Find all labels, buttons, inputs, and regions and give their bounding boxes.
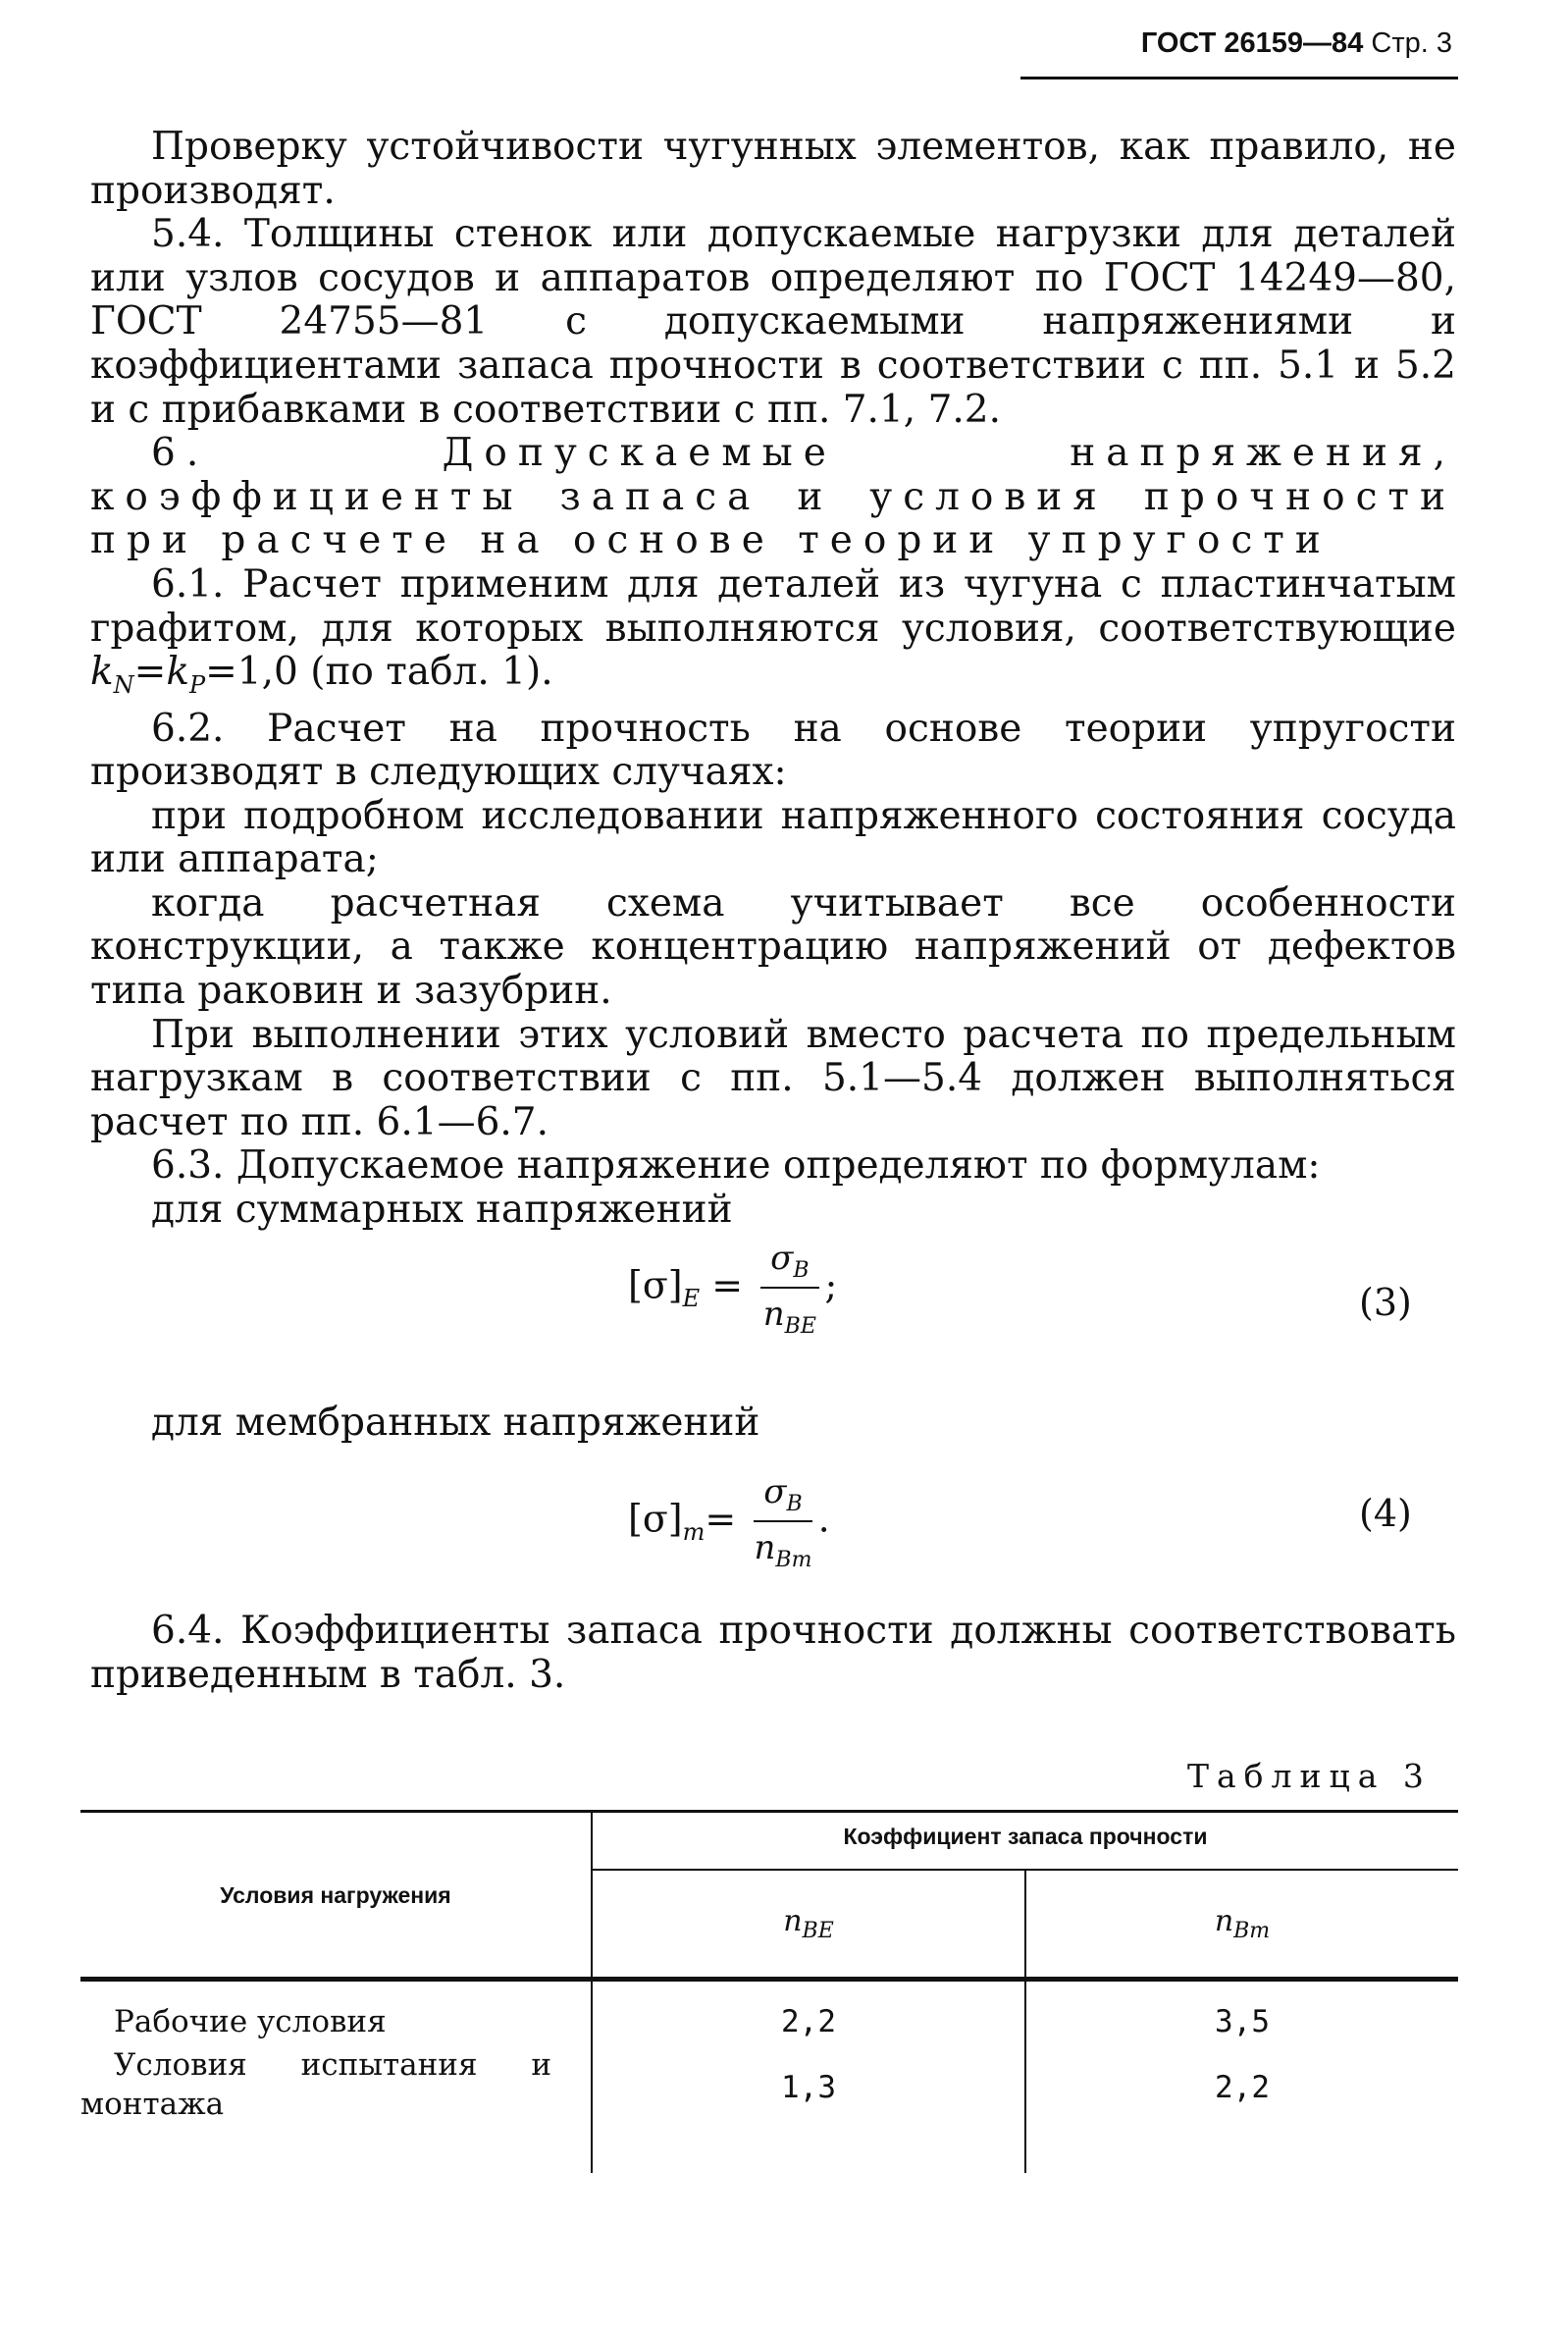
table-vline-1 — [591, 1813, 593, 2173]
table-top-rule — [80, 1810, 1458, 1813]
label-total-stresses: для суммарных напряжений — [151, 1188, 733, 1233]
body-text-6-4 — [90, 1610, 1456, 1697]
formula-3-den-symbol: n — [762, 1294, 785, 1334]
formula-3-equals: = — [700, 1263, 756, 1307]
paragraph-stability: Проверку устойчивости чугунных элементов, как правило, не производят. — [90, 125, 1456, 213]
formula-4-period: . — [817, 1497, 830, 1541]
case-detailed-study: при подробном исследовании напряженного состояния сосуда или аппарата; — [90, 793, 1456, 882]
formula-3-denominator — [760, 1289, 818, 1339]
page-header — [1020, 27, 1452, 60]
row-testing-nBm: 2,2 — [1215, 2070, 1270, 2105]
paragraph-6-1-tail: =1,0 (по табл. 1). — [205, 650, 553, 695]
kn-symbol: k — [90, 650, 114, 695]
equals-sign: = — [133, 650, 167, 695]
header-coefficient: Коэффициент запаса прочности — [843, 1824, 1208, 1849]
formula-4 — [628, 1472, 830, 1572]
table-head-double-rule — [80, 1977, 1458, 1982]
formula-3-lhs: [σ] — [628, 1263, 683, 1307]
row-working-nBE: 2,2 — [781, 2004, 836, 2039]
kn-subscript: N — [113, 670, 134, 699]
formula-3-numerator — [760, 1239, 818, 1289]
formula-4-den-symbol: n — [754, 1527, 776, 1567]
kp-symbol: k — [166, 650, 189, 695]
standard-label: ГОСТ 26159—84 — [1140, 27, 1364, 59]
body-text-membrane — [90, 1402, 1456, 1446]
case-design-scheme: когда расчетная схема учитывает все особенности конструкции, а также концентрацию напряжений от дефектов типа раковин и зазубрин. — [90, 880, 1456, 1014]
equation-number-4: (4) — [1359, 1492, 1412, 1535]
header-conditions: Условия нагружения — [220, 1882, 451, 1908]
formula-4-numerator — [754, 1472, 811, 1522]
formula-3-semicolon: ; — [824, 1263, 838, 1307]
body-text — [90, 126, 1456, 1233]
header-nBm-symbol: n — [1214, 1904, 1234, 1938]
header-nBE — [593, 1904, 1024, 1943]
section-heading-6: 6. Допускаемые напряжения, коэффициенты запаса и условия прочности при расчете на основе теории упругости — [90, 431, 1456, 563]
formula-4-fraction — [754, 1472, 811, 1572]
formula-4-lhs: [σ] — [628, 1497, 683, 1541]
formula-3-num-sub: B — [793, 1257, 810, 1283]
formula-4-den-sub: Bm — [775, 1547, 812, 1572]
paragraph-conditions: При выполнении этих условий вместо расчета по предельным нагрузкам в соответствии с пп. 5.1—5.4 должен выполняться расчет по пп. 6.1—6.7. — [90, 1012, 1456, 1144]
kp-subscript: P — [188, 670, 206, 699]
page-number: Стр. 3 — [1371, 27, 1452, 59]
header-nBm-sub: Bm — [1233, 1919, 1271, 1943]
paragraph-5-4: 5.4. Толщины стенок или допускаемые нагрузки для деталей или узлов сосудов и аппаратов определяют по ГОСТ 14249—80, ГОСТ 24755—81 с допускаемыми напряжениями и коэффициентами запаса прочности в соответствии с пп. 5.1 и 5.2 и с прибавками в соответствии с пп. 7.1, 7.2. — [90, 212, 1456, 432]
formula-4-num-sub: B — [786, 1491, 803, 1516]
table-caption: Таблица 3 — [1187, 1757, 1432, 1795]
row-testing-label: Условия испытания и монтажа — [80, 2047, 551, 2122]
label-membrane-stresses: для мембранных напряжений — [151, 1401, 760, 1445]
header-nBE-sub: BE — [802, 1919, 834, 1943]
formula-4-lhs-sub: m — [682, 1517, 706, 1546]
formula-3-num-symbol: σ — [770, 1239, 794, 1278]
formula-4-denominator — [754, 1522, 811, 1572]
header-nBE-symbol: n — [783, 1904, 803, 1938]
paragraph-6-2: 6.2. Расчет на прочность на основе теории упругости производят в следующих случаях: — [90, 706, 1456, 795]
paragraph-6-4: 6.4. Коэффициенты запаса прочности должны соответствовать приведенным в табл. 3. — [90, 1609, 1456, 1697]
equation-number-3: (3) — [1359, 1281, 1412, 1324]
row-working-label: Рабочие условия — [114, 2004, 387, 2039]
formula-3-den-sub: BE — [784, 1313, 816, 1339]
row-working-nBm: 3,5 — [1215, 2004, 1270, 2039]
paragraph-6-3: 6.3. Допускаемое напряжение определяют по формулам: — [151, 1143, 1321, 1189]
row-testing-nBE: 1,3 — [781, 2070, 836, 2105]
paragraph-6-1-text: 6.1. Расчет применим для деталей из чугуна с пластинчатым графитом, для которых выполняются условия, соответствующие — [90, 561, 1456, 651]
formula-3-lhs-sub: E — [682, 1284, 701, 1312]
formula-3 — [628, 1239, 837, 1339]
formula-4-equals: = — [705, 1497, 749, 1541]
header-rule — [1020, 77, 1458, 79]
formula-3-fraction — [760, 1239, 818, 1339]
paragraph-6-1 — [90, 563, 1456, 708]
formula-4-num-symbol: σ — [763, 1472, 787, 1511]
header-nBm — [1026, 1904, 1458, 1943]
